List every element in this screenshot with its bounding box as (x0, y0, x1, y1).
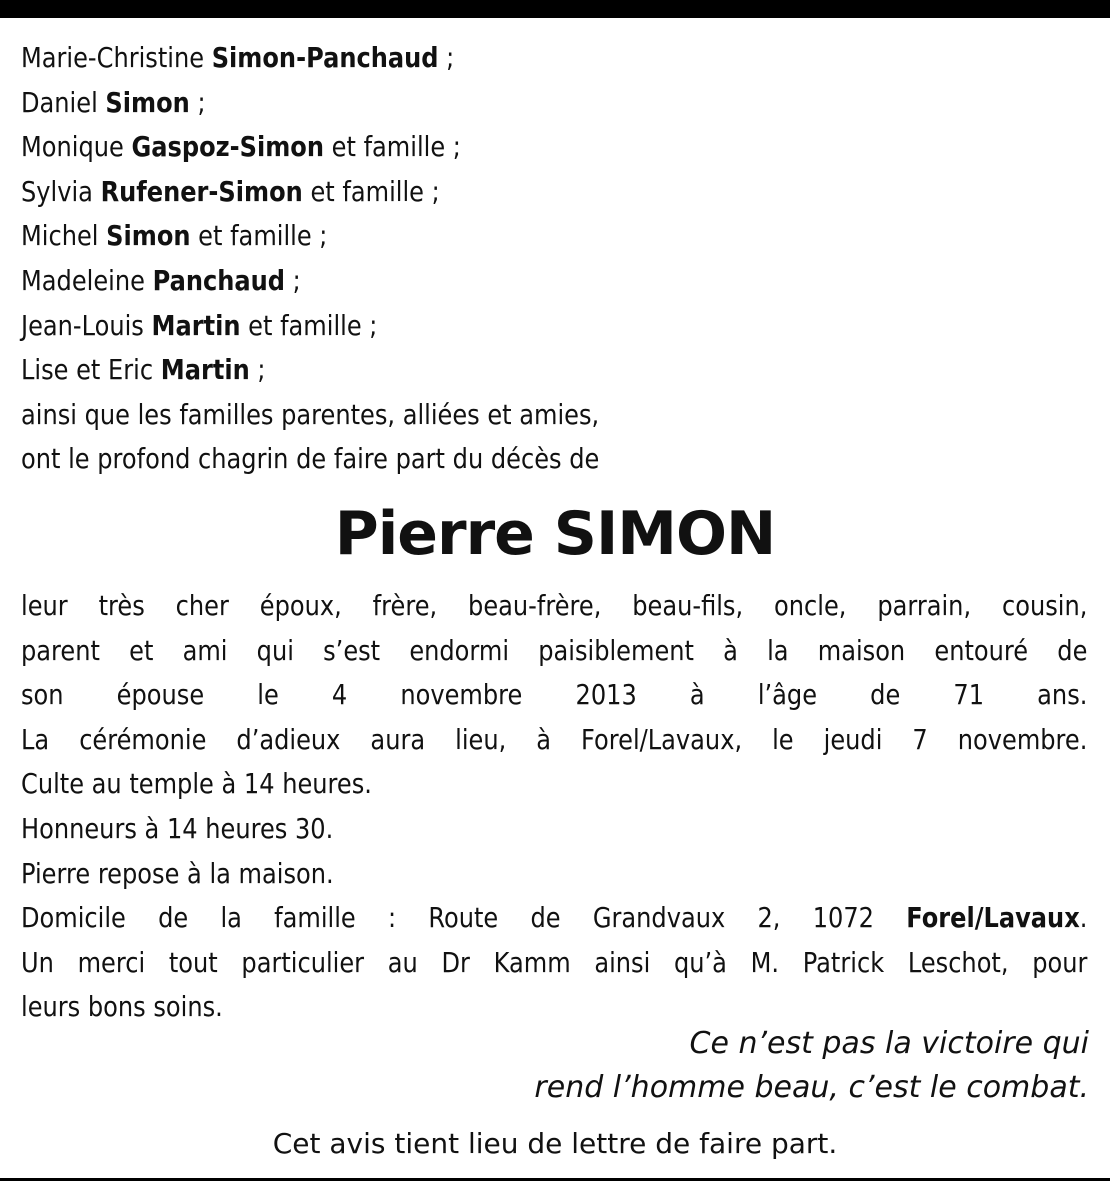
notice-header (21, 36, 939, 482)
family-line: Marie-Christine Simon-Panchaud ; (21, 41, 455, 74)
domicile-place: Forel/Lavaux (906, 901, 1080, 935)
body-line: leur très cher époux, frère, beau-frère, beau-fils, oncle, parrain, cousin, (21, 589, 1088, 622)
notice-body (21, 584, 1087, 1030)
family-line: Daniel Simon ; (21, 85, 206, 119)
quote-line: rend l’homme beau, c’est le combat. (534, 1070, 1089, 1105)
deceased-name: Pierre SIMON (334, 499, 776, 569)
quote-line: Ce n’est pas la victoire qui (689, 1026, 1089, 1061)
body-line: Honneurs à 14 heures 30. (21, 811, 334, 845)
family-line: Madeleine Panchaud ; (21, 263, 301, 297)
thanks-line: leurs bons soins. (21, 990, 223, 1024)
footer-note: Cet avis tient lieu de lettre de faire part. (272, 1127, 838, 1160)
family-line: Michel Simon et famille ; (21, 219, 328, 253)
intro-line: ainsi que les familles parentes, alliées et amies, (21, 397, 600, 431)
family-line: Monique Gaspoz-Simon et famille ; (21, 130, 461, 164)
family-list (21, 36, 939, 482)
top-rule (0, 0, 1110, 18)
domicile-line: Domicile de la famille : Route de Grandvaux 2, 1072 Forel/Lavaux. (21, 901, 1088, 935)
body-line: Pierre repose à la maison. (21, 856, 334, 890)
body-line: son épouse le 4 novembre 2013 à l’âge de 71 ans. (21, 678, 1088, 712)
intro-line: ont le profond chagrin de faire part du décès de (21, 442, 600, 476)
family-line: Lise et Eric Martin ; (21, 353, 266, 387)
family-line: Sylvia Rufener-Simon et famille ; (21, 174, 440, 208)
body-line: parent et ami qui s’est endormi paisiblement à la maison entouré de (21, 633, 1088, 667)
bottom-rule (0, 1178, 1110, 1181)
family-line: Jean-Louis Martin et famille ; (21, 308, 378, 342)
quote (289, 1022, 1089, 1110)
body-line: La cérémonie d’adieux aura lieu, à Forel/Lavaux, le jeudi 7 novembre. (21, 722, 1088, 756)
thanks-line: Un merci tout particulier au Dr Kamm ainsi qu’à M. Patrick Leschot, pour (21, 945, 1088, 979)
body-line: Culte au temple à 14 heures. (21, 767, 372, 801)
